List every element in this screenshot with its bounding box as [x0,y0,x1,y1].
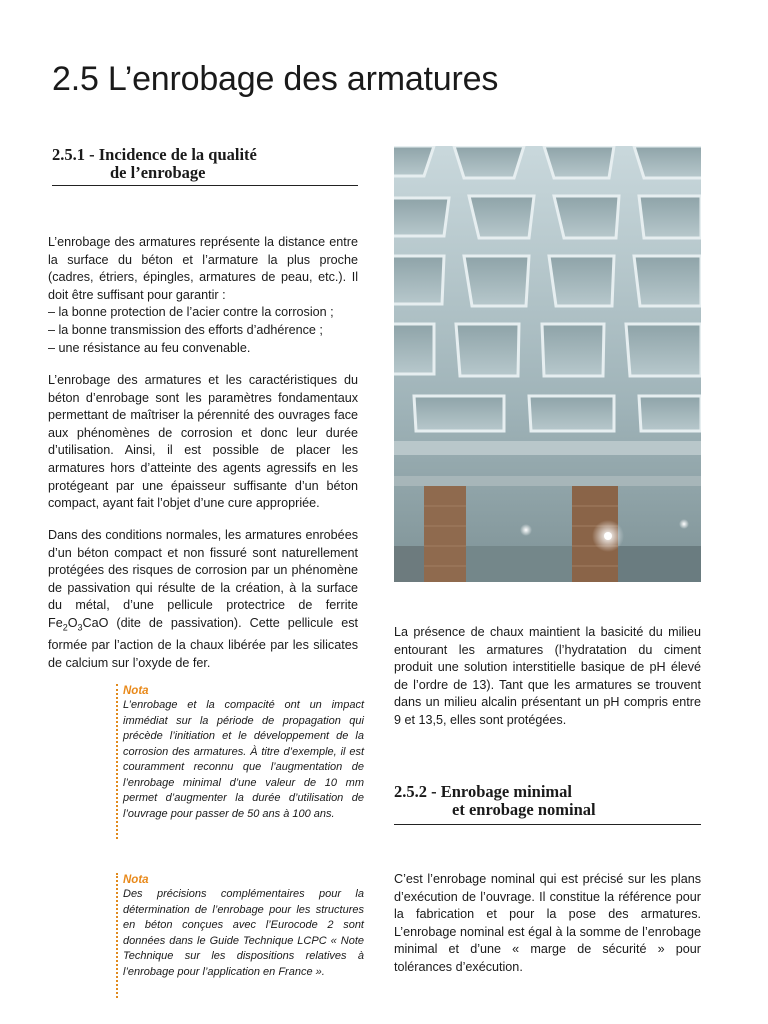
nota-label: Nota [123,874,149,886]
bullet-item: – la bonne protection de l’acier contre la corrosion ; [48,305,334,320]
subscript: 2 [62,622,68,633]
right-column-para [394,624,701,730]
text-run: Dans des conditions normales, les armatures enrobées d’un béton compact et non fissuré sont naturellement protégées des risques de corrosion par un phénomène de passivation qui résulte de la création, à la surface du métal, d’une pellicule protectrice de ferrite Fe [48,528,358,630]
section-2-5-2-title-line2: et enrobage nominal [452,800,596,819]
formula-text: O [67,615,78,630]
nota-label: Nota [123,685,149,697]
concrete-ceiling-photo [394,146,701,582]
section-2-5-1-rule [52,185,358,186]
text-run: (dite de passivation). Cette pellicule est formée par l’action de la chaux libérée par les silicates de calcium sur l’oxyde de fer. [48,615,358,670]
section-2-5-2-title-line1: 2.5.2 - Enrobage minimal [394,782,572,801]
nota-text: Des précisions complémentaires pour la détermination de l’enrobage pour les structures en béton conçues avec l’Eurocode 2 sont données dans le Guide Technique LCPC « Note Technique sur les dispositions relatives à l’enrobage pour l’application en France ». [123,888,364,978]
formula-text: CaO [82,615,109,630]
subscript: 3 [77,622,83,633]
nota-text: L’enrobage et la compacité ont un impact immédiat sur la période de propagation qui précède l’initiation et le développement de la corrosion des armatures. À titre d’exemple, il est couramment reconnu que l’augmentation de l’enrobage minimal d’une valeur de 10 mm permet d’augmenter la durée d’utilisation de l’ouvrage pour passer de 50 ans à 100 ans. [123,699,364,820]
nota-box-2 [116,873,364,998]
bullet-item: – une résistance au feu convenable. [48,340,251,355]
section-2-5-1-title-line2: de l’enrobage [110,163,206,182]
section-2-5-2-body [394,871,701,977]
paragraph [48,527,358,672]
bullet-item: – la bonne transmission des efforts d’adhérence ; [48,322,323,337]
section-2-5-1-para2 [48,372,358,513]
section-2-5-1-title [52,146,358,182]
paragraph: C’est l’enrobage nominal qui est précisé sur les plans d’exécution de l’ouvrage. Il constitue la référence pour la fabrication et pour la pose des armatures. L’enrobage nominal est égal à la somme de l’enrobage minimal et d’une « marge de sécurité » pour tolérances d’exécution. [394,872,701,974]
section-2-5-1-title-line1: 2.5.1 - Incidence de la qualité [52,145,257,164]
paragraph: L’enrobage des armatures représente la distance entre la surface du béton et l’armature la plus proche (cadres, étriers, épingles, armatures de peau, etc.). Il doit être suffisant pour garantir : [48,235,358,302]
section-2-5-1-para3 [48,527,358,672]
section-2-5-1-body [48,234,358,357]
page-title: 2.5 L’enrobage des armatures [52,60,499,98]
section-2-5-2-title [394,783,701,819]
nota-box-1 [116,684,364,839]
paragraph: L’enrobage des armatures et les caractéristiques du béton d’enrobage sont les paramètres fondamentaux permettant de maîtriser la pérennité des ouvrages face aux phénomènes de corrosion et donc leur durée d’utilisation. Ainsi, il est possible de placer les armatures hors d’atteinte des agents agressifs en les protégeant par une épaisseur suffisante d’un béton compact, ayant fait l’objet d’une cure appropriée. [48,373,358,511]
paragraph: La présence de chaux maintient la basicité du milieu entourant les armatures (l’hydratation du ciment produit une solution interstitielle basique de pH élevé de l’ordre de 13). Tant que les armatures se trouvent dans un milieu alcalin présentant un pH compris entre 9 et 13,5, elles sont protégées. [394,625,701,727]
section-2-5-2-rule [394,824,701,825]
